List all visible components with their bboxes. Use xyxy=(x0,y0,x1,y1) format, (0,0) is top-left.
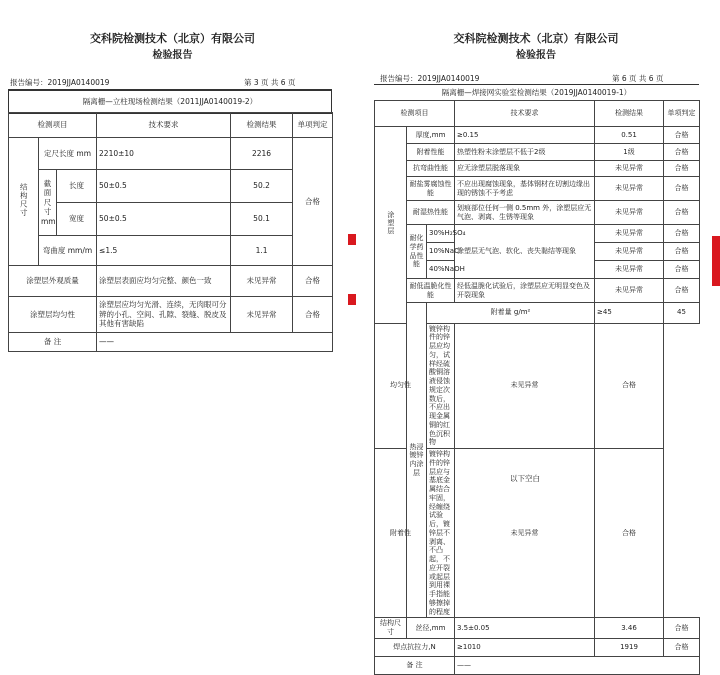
left-struct-verdict: 合格 xyxy=(293,138,333,266)
right-zinc-uni-name: 均匀性 xyxy=(375,323,427,449)
right-header-item: 检测项目 xyxy=(375,101,455,127)
right-report-subtitle: 检验报告 xyxy=(516,50,556,61)
right-header-verdict: 单项判定 xyxy=(664,101,700,127)
left-header-result: 检测结果 xyxy=(231,113,293,138)
left-length-req: 2210±10 xyxy=(97,138,231,170)
left-report-number: 报告编号：2019JJA0140019 xyxy=(10,78,110,87)
left-bend-name: 弯曲度 mm/m xyxy=(39,236,97,266)
right-adh-req: 热塑性粉末涂塑层不低于2级 xyxy=(455,144,595,161)
right-group-coat: 涂塑层 xyxy=(375,127,407,324)
left-length-name: 定尺长度 mm xyxy=(39,138,97,170)
right-chem-res-c: 未见异常 xyxy=(595,261,664,279)
left-appear-req: 涂塑层表面应均匀完整、颜色一致 xyxy=(97,266,231,297)
right-heat-v: 合格 xyxy=(664,201,700,225)
right-header-rule xyxy=(374,84,699,85)
right-zinc-amt-name: 附着量 g/m² xyxy=(427,303,595,324)
right-heat-req: 划痕部位任何一侧 0.5mm 外，涂塑层应无气泡、剥离、生锈等现象 xyxy=(455,201,595,225)
right-header-result: 检测结果 xyxy=(595,101,664,127)
right-pull-res: 1919 xyxy=(595,638,664,656)
right-wire-req: 3.5±0.05 xyxy=(455,618,595,639)
right-report-page xyxy=(360,0,712,669)
right-thick-res: 0.51 xyxy=(595,127,664,144)
seal-stamp-edge xyxy=(348,294,356,305)
right-wire-res: 3.46 xyxy=(595,618,664,639)
right-chem-b: 10%NaCl xyxy=(427,243,455,261)
left-note-value: —— xyxy=(97,333,333,352)
right-chem-req: 涂塑层无气泡、软化、丧失黏结等现象 xyxy=(455,225,595,279)
left-results-table xyxy=(8,112,333,352)
seal-stamp-edge xyxy=(712,236,720,286)
right-report-number: 报告编号：2019JJA0140019 xyxy=(380,74,480,83)
left-group-section: 截面尺寸 mm xyxy=(39,170,57,236)
left-page-number: 第 3 页 共 6 页 xyxy=(244,78,296,87)
left-bend-res: 1.1 xyxy=(231,236,293,266)
right-chem-c: 40%NaOH xyxy=(427,261,455,279)
right-lowtemp-name: 耐低温脆化性能 xyxy=(407,279,455,303)
right-zinc-amt-req: ≥45 xyxy=(595,303,664,324)
left-group-struct: 结构尺寸 xyxy=(9,138,39,266)
left-appear-res: 未见异常 xyxy=(231,266,293,297)
right-zinc-amt-res: 45 xyxy=(664,303,700,324)
right-lowtemp-res: 未见异常 xyxy=(595,279,664,303)
left-sec-wid-res: 50.1 xyxy=(231,203,293,236)
right-bend-v: 合格 xyxy=(664,161,700,177)
left-bend-req: ≤1.5 xyxy=(97,236,231,266)
right-zinc-adh-req: 镀锌构件的锌层应与基底金属结合牢固，经缠绕试验后，镀锌层不剥离、不凸起，不应开裂或起层到用裸手指能够擦掉的程度 xyxy=(427,449,455,618)
right-salt-res: 未见异常 xyxy=(595,177,664,201)
right-wire-name: 丝径,mm xyxy=(407,618,455,639)
right-wire-v: 合格 xyxy=(664,618,700,639)
right-group-wire: 结构尺寸 xyxy=(375,618,407,639)
left-sec-len-req: 50±0.5 xyxy=(97,170,231,203)
right-note-name: 备 注 xyxy=(375,656,455,674)
left-sec-len-res: 50.2 xyxy=(231,170,293,203)
right-zinc-uni-v: 合格 xyxy=(595,323,664,449)
right-pull-name: 焊点抗拉力,N xyxy=(375,638,455,656)
right-bend-req: 应无涂塑层脱落现象 xyxy=(455,161,595,177)
right-salt-v: 合格 xyxy=(664,177,700,201)
right-zinc-adh-v: 合格 xyxy=(595,449,664,618)
left-length-res: 2216 xyxy=(231,138,293,170)
right-adh-v: 合格 xyxy=(664,144,700,161)
right-adh-res: 1级 xyxy=(595,144,664,161)
right-bend-res: 未见异常 xyxy=(595,161,664,177)
left-report-page xyxy=(0,0,345,515)
right-thick-name: 厚度,mm xyxy=(407,127,455,144)
left-note-name: 备 注 xyxy=(9,333,97,352)
right-thick-v: 合格 xyxy=(664,127,700,144)
right-lowtemp-req: 经低温脆化试验后，涂塑层应无明显变色及开裂现象 xyxy=(455,279,595,303)
right-group-chem: 耐化学药品性能 xyxy=(407,225,427,279)
right-page-number: 第 6 页 共 6 页 xyxy=(612,74,664,83)
right-heat-res: 未见异常 xyxy=(595,201,664,225)
right-pull-req: ≥1010 xyxy=(455,638,595,656)
right-heat-name: 耐湿热性能 xyxy=(407,201,455,225)
right-company-title: 交科院检测技术（北京）有限公司 xyxy=(453,32,619,45)
left-uniform-res: 未见异常 xyxy=(231,297,293,333)
right-zinc-uni-res: 未见异常 xyxy=(455,323,595,449)
right-zinc-adh-name: 附着性 xyxy=(375,449,427,618)
left-report-subtitle: 检验报告 xyxy=(152,50,193,61)
right-group-zinc: 热浸镀锌内涂层 xyxy=(407,303,427,618)
right-adh-name: 附着性能 xyxy=(407,144,455,161)
right-bend-name: 抗弯曲性能 xyxy=(407,161,455,177)
right-chem-v-a: 合格 xyxy=(664,225,700,243)
left-company-title: 交科院检测技术（北京）有限公司 xyxy=(90,32,255,45)
left-uniform-verdict: 合格 xyxy=(293,297,333,333)
right-salt-req: 不应出现腐蚀现象，基体钢材在切割边缘出现的锈蚀不予考虑 xyxy=(455,177,595,201)
left-header-item: 检测项目 xyxy=(9,113,97,138)
left-sec-len-name: 长度 xyxy=(57,170,97,203)
right-chem-res-a: 未见异常 xyxy=(595,225,664,243)
right-note-value: —— xyxy=(455,656,700,674)
right-thick-req: ≥0.15 xyxy=(455,127,595,144)
right-chem-a: 30%H₂SO₄ xyxy=(427,225,455,243)
right-lowtemp-v: 合格 xyxy=(664,279,700,303)
right-pull-v: 合格 xyxy=(664,638,700,656)
left-sec-wid-name: 宽度 xyxy=(57,203,97,236)
left-appear-verdict: 合格 xyxy=(293,266,333,297)
left-header-req: 技术要求 xyxy=(97,113,231,138)
right-header-req: 技术要求 xyxy=(455,101,595,127)
right-chem-v-c: 合格 xyxy=(664,261,700,279)
left-sec-wid-req: 50±0.5 xyxy=(97,203,231,236)
left-header-verdict: 单项判定 xyxy=(293,113,333,138)
left-uniform-name: 涂塑层均匀性 xyxy=(9,297,97,333)
right-section-title: 隔离栅—焊接网实验室检测结果（2019JJA0140019-1） xyxy=(441,88,632,97)
right-chem-res-b: 未见异常 xyxy=(595,243,664,261)
right-chem-v-b: 合格 xyxy=(664,243,700,261)
right-zinc-adh-res: 未见异常 xyxy=(455,449,595,618)
left-appear-name: 涂塑层外观质量 xyxy=(9,266,97,297)
right-results-table xyxy=(374,100,700,675)
right-salt-name: 耐盐雾腐蚀性能 xyxy=(407,177,455,201)
right-footer-blank-note: 以下空白 xyxy=(510,474,540,483)
left-section-title: 隔离栅—立柱现场检测结果（2011JJA0140019-2） xyxy=(82,97,258,106)
right-zinc-uni-req: 镀锌构件的锌层应均匀，试样经硫酸铜溶液侵蚀规定次数后，不应出现金属铜的红色沉积物 xyxy=(427,323,455,449)
seal-stamp-edge xyxy=(348,234,356,245)
left-uniform-req: 涂塑层应均匀光滑、连续，无肉眼可分辨的小孔、空间、孔隙、裂缝、脱皮及其他有害缺陷 xyxy=(97,297,231,333)
